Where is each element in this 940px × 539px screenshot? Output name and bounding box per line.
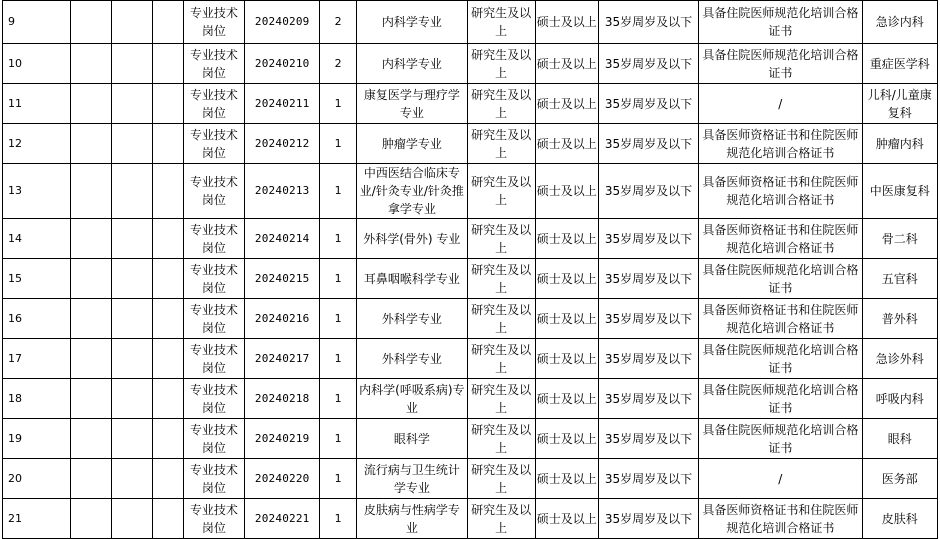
position-type: 专业技术岗位 xyxy=(183,44,244,84)
blank-cell xyxy=(111,164,152,219)
other-requirement: 具备住院医师规范化培训合格证书 xyxy=(699,44,863,84)
position-type: 专业技术岗位 xyxy=(183,499,244,539)
table-row xyxy=(3,84,938,124)
row-number: 13 xyxy=(3,164,71,219)
department: 五官科 xyxy=(862,259,937,299)
age-limit: 35岁周岁及以下 xyxy=(599,379,699,419)
position-code: 20240213 xyxy=(245,164,320,219)
blank-cell xyxy=(152,459,183,499)
age-limit: 35岁周岁及以下 xyxy=(599,164,699,219)
major: 内科学(呼吸系病)专业 xyxy=(356,379,467,419)
table-row xyxy=(3,379,938,419)
major: 中西医结合临床专业/针灸专业/针灸推拿学专业 xyxy=(356,164,467,219)
row-number: 20 xyxy=(3,459,71,499)
recruitment-table xyxy=(2,0,938,539)
department: 中医康复科 xyxy=(862,164,937,219)
table-row xyxy=(3,1,938,44)
position-type: 专业技术岗位 xyxy=(183,219,244,259)
department: 肿瘤内科 xyxy=(862,124,937,164)
blank-cell xyxy=(70,124,111,164)
blank-cell xyxy=(111,44,152,84)
education: 研究生及以上 xyxy=(467,219,535,259)
other-requirement: 具备住院医师规范化培训合格证书 xyxy=(699,379,863,419)
table-row xyxy=(3,419,938,459)
blank-cell xyxy=(152,419,183,459)
degree: 硕士及以上 xyxy=(535,44,598,84)
education: 研究生及以上 xyxy=(467,419,535,459)
department: 骨二科 xyxy=(862,219,937,259)
major: 外科学(骨外) 专业 xyxy=(356,219,467,259)
blank-cell xyxy=(111,339,152,379)
education: 研究生及以上 xyxy=(467,299,535,339)
major: 外科学专业 xyxy=(356,339,467,379)
row-number: 16 xyxy=(3,299,71,339)
blank-cell xyxy=(152,259,183,299)
blank-cell xyxy=(152,164,183,219)
position-type: 专业技术岗位 xyxy=(183,259,244,299)
position-code: 20240211 xyxy=(245,84,320,124)
blank-cell xyxy=(152,124,183,164)
table-row xyxy=(3,459,938,499)
other-requirement: 具备住院医师规范化培训合格证书 xyxy=(699,419,863,459)
age-limit: 35岁周岁及以下 xyxy=(599,459,699,499)
other-requirement: 具备医师资格证书和住院医师规范化培训合格证书 xyxy=(699,499,863,539)
position-code: 20240219 xyxy=(245,419,320,459)
blank-cell xyxy=(111,299,152,339)
other-requirement: 具备医师资格证书和住院医师规范化培训合格证书 xyxy=(699,299,863,339)
position-code: 20240210 xyxy=(245,44,320,84)
major: 康复医学与理疗学专业 xyxy=(356,84,467,124)
major: 肿瘤学专业 xyxy=(356,124,467,164)
hire-count: 1 xyxy=(320,459,357,499)
table-row xyxy=(3,219,938,259)
major: 眼科学 xyxy=(356,419,467,459)
hire-count: 1 xyxy=(320,299,357,339)
position-code: 20240218 xyxy=(245,379,320,419)
degree: 硕士及以上 xyxy=(535,379,598,419)
hire-count: 1 xyxy=(320,219,357,259)
hire-count: 1 xyxy=(320,259,357,299)
blank-cell xyxy=(111,379,152,419)
other-requirement: 具备医师资格证书和住院医师规范化培训合格证书 xyxy=(699,219,863,259)
row-number: 12 xyxy=(3,124,71,164)
position-code: 20240217 xyxy=(245,339,320,379)
blank-cell xyxy=(70,459,111,499)
blank-cell xyxy=(111,1,152,44)
degree: 硕士及以上 xyxy=(535,499,598,539)
hire-count: 1 xyxy=(320,124,357,164)
education: 研究生及以上 xyxy=(467,164,535,219)
degree: 硕士及以上 xyxy=(535,1,598,44)
position-code: 20240220 xyxy=(245,459,320,499)
row-number: 11 xyxy=(3,84,71,124)
major: 外科学专业 xyxy=(356,299,467,339)
blank-cell xyxy=(152,299,183,339)
degree: 硕士及以上 xyxy=(535,164,598,219)
blank-cell xyxy=(70,339,111,379)
position-type: 专业技术岗位 xyxy=(183,339,244,379)
education: 研究生及以上 xyxy=(467,124,535,164)
department: 急诊外科 xyxy=(862,339,937,379)
blank-cell xyxy=(152,219,183,259)
blank-cell xyxy=(70,84,111,124)
major: 皮肤病与性病学专业 xyxy=(356,499,467,539)
other-requirement: 具备住院医师规范化培训合格证书 xyxy=(699,1,863,44)
age-limit: 35岁周岁及以下 xyxy=(599,219,699,259)
hire-count: 1 xyxy=(320,164,357,219)
hire-count: 1 xyxy=(320,379,357,419)
position-type: 专业技术岗位 xyxy=(183,379,244,419)
table-body xyxy=(3,1,938,539)
blank-cell xyxy=(152,339,183,379)
table-row xyxy=(3,259,938,299)
blank-cell xyxy=(152,1,183,44)
education: 研究生及以上 xyxy=(467,44,535,84)
blank-cell xyxy=(70,44,111,84)
blank-cell xyxy=(111,219,152,259)
position-code: 20240212 xyxy=(245,124,320,164)
hire-count: 1 xyxy=(320,84,357,124)
education: 研究生及以上 xyxy=(467,1,535,44)
table-row xyxy=(3,339,938,379)
row-number: 19 xyxy=(3,419,71,459)
education: 研究生及以上 xyxy=(467,379,535,419)
department: 儿科/儿童康复科 xyxy=(862,84,937,124)
hire-count: 1 xyxy=(320,419,357,459)
age-limit: 35岁周岁及以下 xyxy=(599,1,699,44)
age-limit: 35岁周岁及以下 xyxy=(599,339,699,379)
position-type: 专业技术岗位 xyxy=(183,1,244,44)
degree: 硕士及以上 xyxy=(535,419,598,459)
position-type: 专业技术岗位 xyxy=(183,164,244,219)
department: 普外科 xyxy=(862,299,937,339)
department: 眼科 xyxy=(862,419,937,459)
other-requirement: 具备医师资格证书和住院医师规范化培训合格证书 xyxy=(699,164,863,219)
blank-cell xyxy=(70,379,111,419)
other-requirement: 具备医师资格证书和住院医师规范化培训合格证书 xyxy=(699,124,863,164)
department: 皮肤科 xyxy=(862,499,937,539)
table-row xyxy=(3,499,938,539)
row-number: 21 xyxy=(3,499,71,539)
hire-count: 2 xyxy=(320,44,357,84)
hire-count: 1 xyxy=(320,499,357,539)
blank-cell xyxy=(111,459,152,499)
degree: 硕士及以上 xyxy=(535,459,598,499)
row-number: 18 xyxy=(3,379,71,419)
position-code: 20240221 xyxy=(245,499,320,539)
age-limit: 35岁周岁及以下 xyxy=(599,299,699,339)
education: 研究生及以上 xyxy=(467,459,535,499)
department: 呼吸内科 xyxy=(862,379,937,419)
age-limit: 35岁周岁及以下 xyxy=(599,499,699,539)
major: 内科学专业 xyxy=(356,44,467,84)
row-number: 15 xyxy=(3,259,71,299)
education: 研究生及以上 xyxy=(467,84,535,124)
degree: 硕士及以上 xyxy=(535,219,598,259)
blank-cell xyxy=(111,419,152,459)
row-number: 9 xyxy=(3,1,71,44)
education: 研究生及以上 xyxy=(467,499,535,539)
other-requirement: 具备住院医师规范化培训合格证书 xyxy=(699,339,863,379)
department: 重症医学科 xyxy=(862,44,937,84)
major: 内科学专业 xyxy=(356,1,467,44)
age-limit: 35岁周岁及以下 xyxy=(599,44,699,84)
department: 医务部 xyxy=(862,459,937,499)
other-requirement: / xyxy=(699,459,863,499)
position-type: 专业技术岗位 xyxy=(183,299,244,339)
blank-cell xyxy=(152,379,183,419)
department: 急诊内科 xyxy=(862,1,937,44)
blank-cell xyxy=(70,1,111,44)
blank-cell xyxy=(111,84,152,124)
blank-cell xyxy=(70,419,111,459)
position-type: 专业技术岗位 xyxy=(183,419,244,459)
other-requirement: / xyxy=(699,84,863,124)
blank-cell xyxy=(152,84,183,124)
age-limit: 35岁周岁及以下 xyxy=(599,259,699,299)
blank-cell xyxy=(70,164,111,219)
table-row xyxy=(3,299,938,339)
table-row xyxy=(3,44,938,84)
blank-cell xyxy=(152,499,183,539)
blank-cell xyxy=(70,219,111,259)
blank-cell xyxy=(111,499,152,539)
row-number: 10 xyxy=(3,44,71,84)
position-code: 20240209 xyxy=(245,1,320,44)
degree: 硕士及以上 xyxy=(535,124,598,164)
blank-cell xyxy=(111,259,152,299)
position-code: 20240214 xyxy=(245,219,320,259)
age-limit: 35岁周岁及以下 xyxy=(599,84,699,124)
position-type: 专业技术岗位 xyxy=(183,124,244,164)
age-limit: 35岁周岁及以下 xyxy=(599,419,699,459)
row-number: 17 xyxy=(3,339,71,379)
blank-cell xyxy=(152,44,183,84)
position-code: 20240215 xyxy=(245,259,320,299)
position-code: 20240216 xyxy=(245,299,320,339)
degree: 硕士及以上 xyxy=(535,299,598,339)
blank-cell xyxy=(111,124,152,164)
blank-cell xyxy=(70,499,111,539)
table-row xyxy=(3,124,938,164)
degree: 硕士及以上 xyxy=(535,84,598,124)
major: 耳鼻咽喉科学专业 xyxy=(356,259,467,299)
degree: 硕士及以上 xyxy=(535,259,598,299)
position-type: 专业技术岗位 xyxy=(183,459,244,499)
other-requirement: 具备住院医师规范化培训合格证书 xyxy=(699,259,863,299)
education: 研究生及以上 xyxy=(467,339,535,379)
hire-count: 2 xyxy=(320,1,357,44)
position-type: 专业技术岗位 xyxy=(183,84,244,124)
hire-count: 1 xyxy=(320,339,357,379)
blank-cell xyxy=(70,299,111,339)
education: 研究生及以上 xyxy=(467,259,535,299)
table-row xyxy=(3,164,938,219)
major: 流行病与卫生统计学专业 xyxy=(356,459,467,499)
row-number: 14 xyxy=(3,219,71,259)
blank-cell xyxy=(70,259,111,299)
degree: 硕士及以上 xyxy=(535,339,598,379)
age-limit: 35岁周岁及以下 xyxy=(599,124,699,164)
